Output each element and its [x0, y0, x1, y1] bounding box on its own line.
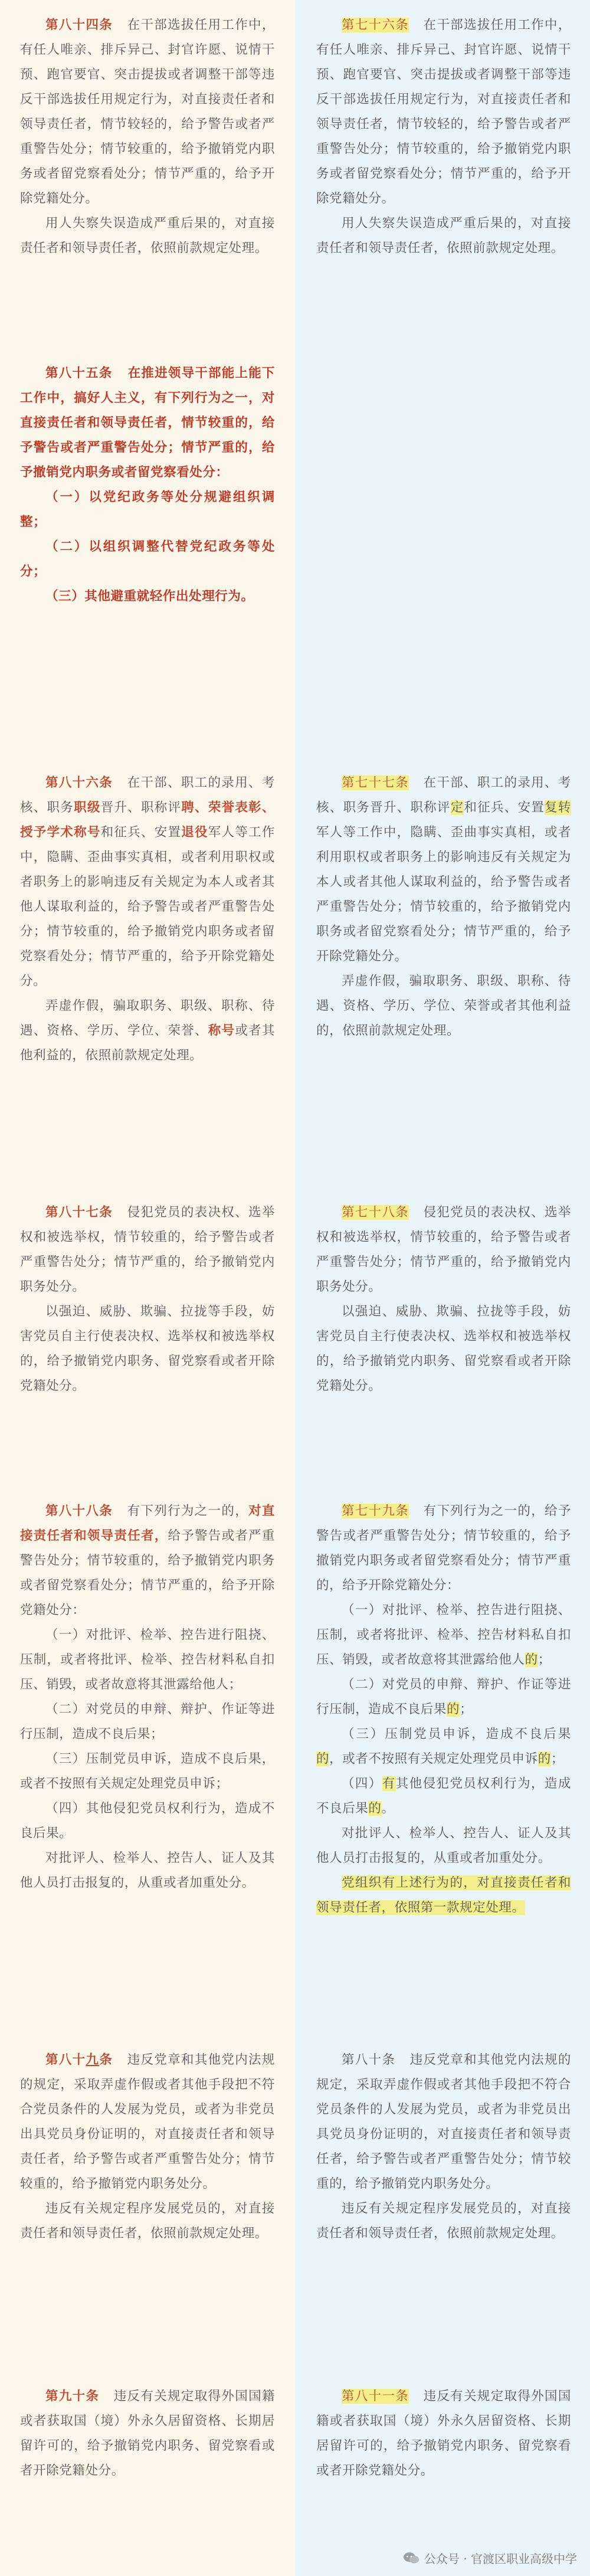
article-number: 第七十九条 [342, 1504, 409, 1518]
changed-text: 的 [537, 1752, 551, 1766]
article-77-right [316, 771, 571, 1043]
article-text: 弄虚作假，骗取职务、职级、职称、待遇、资格、学历、学位、荣誉、 [20, 999, 275, 1038]
article-number: 第八十八条 [45, 1504, 113, 1518]
article-number: 第八十条 [342, 2053, 396, 2067]
changed-text: 的 [447, 1702, 460, 1717]
article-item: ； [537, 1652, 551, 1667]
article-text: 以强迫、威胁、欺骗、拉拢等手段，妨害党员自主行使表决权、选举权和被选举权的，给予撤销党内职务、留党察看或者开除党籍处分。 [316, 1304, 571, 1393]
article-text: 和征兵、安置 [100, 825, 182, 840]
article-item: 其他侵犯党员权利行为，造成不良后果 [316, 1776, 571, 1816]
article-85-left [20, 361, 275, 609]
article-79-right [316, 1499, 571, 1920]
article-number: 第八十六条 [45, 775, 113, 790]
article-text: 弄虚作假，骗取职务、职级、职称、待遇、资格、学历、学位、荣誉或者其他利益的，依照前款规定处理。 [316, 974, 571, 1038]
article-78-right [316, 1200, 571, 1399]
article-text: 在干部、职工的录用、考核、职务晋升、职称评 [316, 775, 571, 815]
article-text: 以强迫、威胁、欺骗、拉拢等手段，妨害党员自主行使表决权、选举权和被选举权的，给予撤销党内职务、留党察看或者开除党籍处分。 [20, 1304, 275, 1393]
article-text: 给予警告或者严重警告处分；情节较重的，给予撤销党内职务或者留党察看处分；情节严重的，给予开除党籍处分： [20, 1528, 275, 1618]
article-number: 第八十四条 [45, 18, 113, 32]
article-number: 第九十条 [45, 2389, 100, 2404]
changed-text: 定 [450, 800, 464, 815]
article-88-left [20, 1499, 275, 1896]
changed-text: 的 [368, 1801, 382, 1816]
article-text: 和征兵、安置 [464, 800, 545, 815]
article-text: 违反有关规定取得外国国籍或者获取国（境）外永久居留资格、长期居留许可的，给予撤销党内职务、留党察看或者开除党籍处分。 [20, 2389, 275, 2478]
article-item: （二）以组织调整代替党纪政务等处分； [20, 539, 275, 579]
article-item: （二）对党员的申辩、辩护、作证等进行压制，造成不良后果； [20, 1702, 275, 1742]
article-text: 军人等工作中，隐瞒、歪曲事实真相，或者利用职权或者职务上的影响违反有关规定为本人或者其他人谋取利益的，给予警告或者严重警告处分；情节较重的，给予撤销党内职务或者留党察看处分；情节严重的，给予开除党籍处分。 [20, 825, 275, 988]
changed-text: 有 [382, 1776, 396, 1791]
article-text: 有下列行为之一的，给予警告或者严重警告处分；情节较重的，给予撤销党内职务或者留党察看处分；情节严重的，给予开除党籍处分： [316, 1504, 571, 1593]
article-item: ； [460, 1702, 473, 1717]
added-text: 称号 [208, 1023, 235, 1038]
article-76-right [316, 13, 571, 261]
article-text: 在干部选拔任用工作中，有任人唯亲、排斥异己、封官许愿、说情干预、跑官要官、突击提拔或者调整干部等违反干部选拔任用规定行为，对直接责任者和领导责任者，情节较轻的，给予警告或者严重警告处分；情节较重的，给予撤销党内职务或者留党察看处分；情节严重的，给予开除党籍处分。 [20, 18, 275, 206]
article-number: 条 [99, 2053, 113, 2067]
added-text: 对直接责任者和领导责任者， [20, 1504, 275, 1543]
article-number: 第八十七条 [45, 1205, 113, 1220]
added-text: 聘、荣誉表彰、授予学术称号 [20, 800, 276, 840]
article-number: 第八十 [45, 2053, 86, 2067]
article-90-left [20, 2384, 275, 2483]
article-text: 侵犯党员的表决权、选举权和被选举权，情节较重的，给予警告或者严重警告处分；情节严重的，给予撤销党内职务处分。 [20, 1205, 275, 1294]
article-text: 军人等工作中，隐瞒、歪曲事实真相，或者利用职权或者职务上的影响违反有关规定为本人或者其他人谋取利益的，给予警告或者严重警告处分；情节较重的，给予撤销党内职务或者留党察看处分；情节严重的，给予开除党籍处分。 [316, 825, 571, 964]
wechat-watermark [403, 2549, 577, 2567]
article-text: 用人失察失误造成严重后果的，对直接责任者和领导责任者，依照前款规定处理。 [20, 216, 275, 256]
article-80-right [316, 2048, 571, 2246]
article-text: 违反有关规定程序发展党员的，对直接责任者和领导责任者，依照前款规定处理。 [316, 2201, 571, 2241]
article-text: 或者其他利益的，依照前款规定处理。 [20, 1023, 275, 1063]
article-text: 违反党章和其他党内法规的规定，采取弄虚作假或者其他手段把不符合党员条件的人发展为党员，或者为非党员出具党员身份证明的，对直接责任者和领导责任者，给予警告或者严重警告处分；情节较重的，给予撤销党内职务处分。 [316, 2053, 571, 2191]
article-84-left [20, 13, 275, 261]
article-text: 在推进领导干部能上能下工作中，搞好人主义，有下列行为之一，对直接责任者和领导责任者，情节较重的，给予警告或者严重警告处分；情节严重的，给予撤销党内职务或者留党察看处分： [20, 366, 275, 480]
article-87-left [20, 1200, 275, 1399]
changed-text: 退役 [181, 825, 208, 840]
article-text: 对批评人、检举人、控告人、证人及其他人员打击报复的，从重或者加重处分。 [20, 1851, 275, 1890]
article-text: 有下列行为之一的， [127, 1504, 249, 1518]
article-item: （一）对批评、检举、控告进行阻挠、压制，或者将批评、检举、控告材料私自扣压、销毁，或者故意将其泄露给他人； [20, 1628, 275, 1692]
article-item: （三）压制党员申诉，造成不良后果 [342, 1727, 571, 1742]
article-number: 第八十一条 [342, 2389, 409, 2404]
article-number: 第七十七条 [342, 775, 409, 790]
changed-text: 复转 [545, 800, 571, 815]
article-item: （二）对党员的申辩、辩护、作证等进行压制，造成不良后果 [316, 1677, 571, 1717]
article-text: 在干部选拔任用工作中，有任人唯亲、排斥异己、封官许愿、说情干预、跑官要官、突击提拔或者调整干部等违反干部选拔任用规定行为，对直接责任者和领导责任者，情节较轻的，给予警告或者严重警告处分；情节较重的，给予撤销党内职务或者留党察看处分；情节严重的，给予开除党籍处分。 [316, 18, 571, 206]
article-text: 侵犯党员的表决权、选举权和被选举权，情节较重的，给予警告或者严重警告处分；情节严重的，给予撤销党内职务处分。 [316, 1205, 571, 1294]
added-text: 职级 [74, 800, 101, 815]
article-number: 第七十八条 [342, 1205, 409, 1220]
article-text: 在干部、职工的录用、考核、职务 [20, 775, 275, 815]
article-item: （四）其他侵犯党员权利行为，造成不良后果。 [20, 1801, 275, 1841]
watermark-text: 公众号 · 官渡区职业高级中学 [424, 2552, 577, 2566]
article-text: 违反党章和其他党内法规的规定，采取弄虚作假或者其他手段把不符合党员条件的人发展为党员，或者为非党员出具党员身份证明的，对直接责任者和领导责任者，给予警告或者严重警告处分；情节较重的，给予撤销党内职务处分。 [20, 2053, 275, 2191]
article-item: （三）其他避重就轻作出处理行为。 [45, 589, 254, 604]
changed-text: 的 [525, 1652, 538, 1667]
article-text: 用人失察失误造成严重后果的，对直接责任者和领导责任者，依照前款规定处理。 [316, 216, 571, 256]
article-item: 。 [381, 1801, 395, 1816]
changed-text: 九 [86, 2053, 100, 2067]
article-item: （四） [342, 1776, 382, 1791]
article-86-left [20, 771, 275, 1068]
article-item: （一）以党纪政务等处分规避组织调整； [20, 490, 275, 529]
article-text: 对批评人、检举人、控告人、证人及其他人员打击报复的，从重或者加重处分。 [316, 1826, 571, 1865]
article-item: （三）压制党员申诉，造成不良后果，或者不按照有关规定处理党员申诉； [20, 1752, 275, 1791]
article-item: ； [550, 1752, 564, 1766]
article-text: 晋升、职称评 [100, 800, 182, 815]
article-item: ，或者不按照有关规定处理党员申诉 [329, 1752, 538, 1766]
article-89-left [20, 2048, 275, 2246]
article-number: 第七十六条 [342, 18, 409, 32]
changed-text: 的 [316, 1752, 330, 1766]
article-text: 违反有关规定取得外国国籍或者获取国（境）外永久居留资格、长期居留许可的，给予撤销党内职务、留党察看或者开除党籍处分。 [316, 2389, 571, 2478]
article-81-right [316, 2384, 571, 2483]
article-number: 第八十五条 [45, 366, 113, 381]
article-item: （一）对批评、检举、控告进行阻挠、压制，或者将批评、检举、控告材料私自扣压、销毁，或者故意将其泄露给他人 [316, 1603, 571, 1667]
article-text: 违反有关规定程序发展党员的，对直接责任者和领导责任者，依照前款规定处理。 [20, 2201, 275, 2241]
wechat-icon [403, 2552, 419, 2565]
changed-text: 党组织有上述行为的，对直接责任者和领导责任者，依照第一款规定处理。 [316, 1875, 571, 1915]
